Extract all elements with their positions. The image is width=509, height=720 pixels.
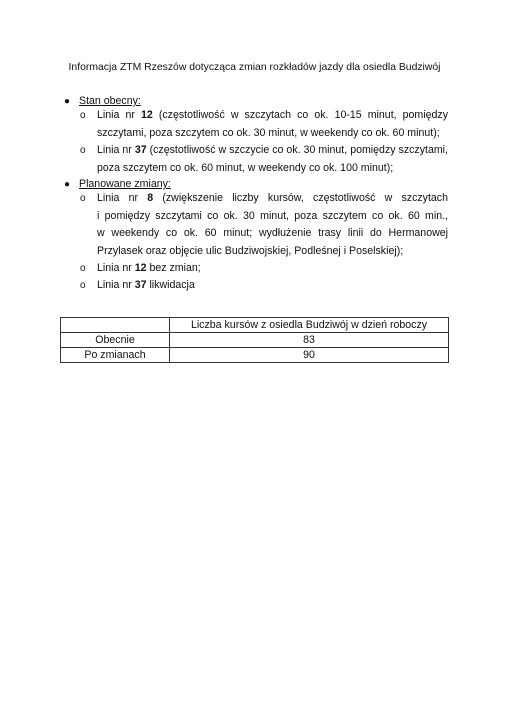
item-line: w weekendy co ok. 60 minut; wydłużenie trasy linii do Hermanowej: [97, 227, 448, 240]
table-row: [61, 333, 449, 348]
section-heading-planned: Planowane zmiany:: [79, 178, 171, 190]
table-row-label: Po zmianach: [61, 348, 170, 363]
circle-bullet-icon: o: [80, 145, 86, 156]
circle-bullet-icon: o: [80, 263, 86, 274]
table-header-cell: Liczba kursów z osiedla Budziwój w dzień roboczy: [170, 318, 449, 333]
table-header-row: [61, 318, 449, 333]
item-line: Linia nr 12 (częstotliwość w szczytach co ok. 10-15 minut, pomiędzy: [97, 109, 448, 121]
item-line: Linia nr 8 (zwiększenie liczby kursów, częstotliwość w szczytach: [97, 192, 448, 204]
table-cell: 90: [170, 348, 449, 363]
list-item-line-12-planned: [80, 260, 448, 278]
item-line: poza szczytem co ok. 60 minut, w weekendy co ok. 100 minut);: [97, 161, 394, 174]
line-number: 37: [134, 144, 147, 156]
circle-bullet-icon: o: [80, 193, 86, 204]
item-line: Przylasek oraz objęcie ulic Budziwojskiej, Podleśnej i Poselskiej);: [97, 244, 404, 257]
item-line: Linia nr 37 likwidacja: [97, 279, 195, 291]
section-heading-current: Stan obecny:: [79, 95, 141, 107]
line-number: 12: [134, 262, 147, 274]
document-title: Informacja ZTM Rzeszów dotycząca zmian rozkładów jazdy dla osiedla Budziwój: [68, 62, 441, 73]
bullet-icon: ●: [64, 96, 71, 107]
item-line: i pomiędzy szczytami co ok. 30 minut, poza szczytem co ok. 60 min.,: [97, 209, 448, 222]
table-header-cell: [61, 318, 170, 333]
list-item-line-37-planned: [80, 277, 448, 295]
circle-bullet-icon: o: [80, 110, 86, 121]
list-item-line-37-current: [80, 142, 448, 177]
item-line: szczytami, poza szczytem co ok. 30 minut, w weekendy co ok. 60 minut);: [97, 126, 440, 139]
table-row-label: Obecnie: [61, 333, 170, 348]
line-number: 37: [134, 279, 147, 291]
circle-bullet-icon: o: [80, 280, 86, 291]
table-row: [61, 348, 449, 363]
list-item-line-12-current: [80, 107, 448, 142]
bullet-icon: ●: [64, 179, 71, 190]
table-cell: 83: [170, 333, 449, 348]
courses-table: [60, 317, 449, 363]
line-number: 8: [147, 192, 154, 204]
item-line: Linia nr 37 (częstotliwość w szczycie co ok. 30 minut, pomiędzy szczytami,: [97, 144, 448, 156]
item-line: Linia nr 12 bez zmian;: [97, 262, 201, 274]
list-item-line-8-planned: [80, 190, 448, 260]
line-number: 12: [140, 109, 153, 121]
